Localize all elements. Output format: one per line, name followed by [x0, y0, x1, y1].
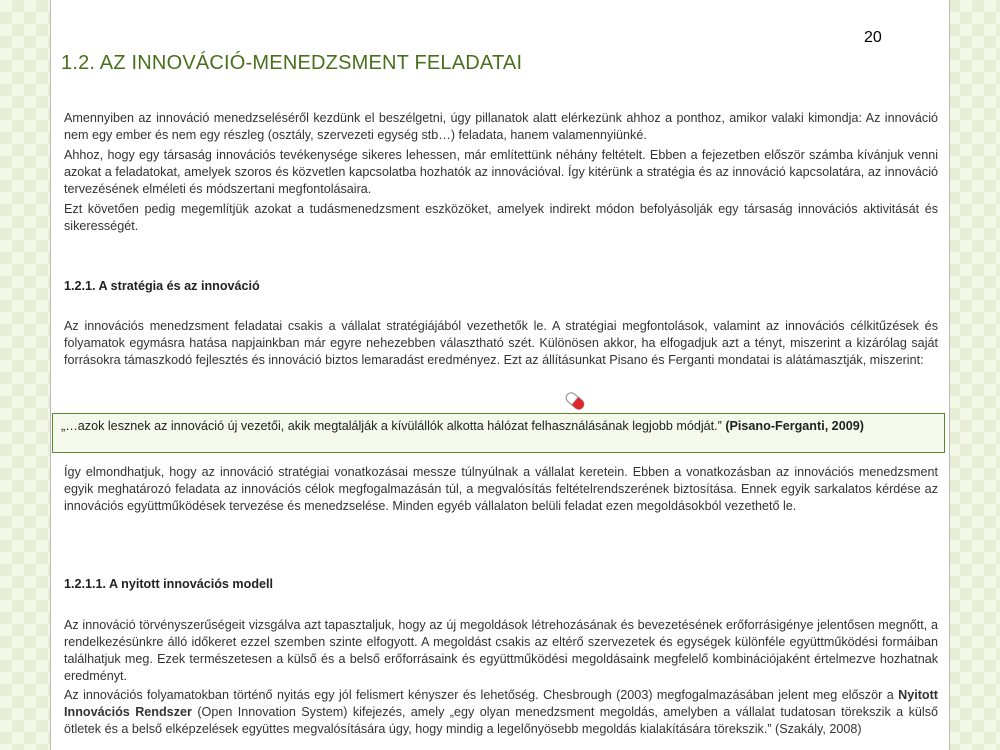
section-heading-open-innovation: 1.2.1.1. A nyitott innovációs modell: [64, 577, 274, 591]
strategy-paragraph-after-quote: Így elmondhatjuk, hogy az innováció stratégiai vonatkozásai messze túlnyúlnak a vállalat keretein. Ebben a vonatkozásban az innovációs menedzsment egyik meghatározó feladata az innovációs célok megfogalmazásán túl, a megvalósítás feltételrendszerének biztosítása. Ennek egyik sarkalatos kérdése az innovációs együttműködések tervezése és menedzselése. Minden egyéb vállalaton belüli feladat ezen megoldásokból vezethető le.: [64, 465, 938, 513]
quote-text: „…azok lesznek az innováció új vezetői, akik megtalálják a kívülállók alkotta hálózat felhasználásának legjobb módját.”: [61, 419, 726, 433]
quote-box: [52, 413, 945, 453]
intro-paragraph-2: Ahhoz, hogy egy társaság innovációs tevékenysége sikeres lehessen, már említettünk néhány feltételt. Ebben a fejezetben először számba kívánjuk venni azokat a feladatokat, amelyek szoros és közvetlen kapcsolatba hozhatók az innovációval. Így kitérünk a stratégia és az innováció kapcsolatára, az innováció tervezésének elméleti és módszertani megfontolásaira.: [64, 148, 938, 196]
page-number: 20: [864, 29, 882, 46]
open-innovation-term: Nyitott Innovációs Rendszer: [64, 688, 938, 719]
paragraph-2-end: (Open Innovation System) kifejezés, amely „egy olyan menedzsment megoldás, amelyben a vállalat tudatosan törekszik a külső ötletek és a belső elképzelések együttes megvalósítására úgy, hogy mindig a legelőnyösebb megoldás kialakítására törekszik.” (Szakály, 2008): [64, 705, 938, 736]
pill-icon: [563, 389, 587, 413]
paragraph-2-start: Az innovációs folyamatokban történő nyitás egy jól felismert kényszer és lehetőség. Chesbrough (2003) megfogalmazásában jelent meg először a: [64, 688, 899, 702]
section-heading-strategy: 1.2.1. A stratégia és az innováció: [64, 279, 260, 293]
strategy-paragraph: Az innovációs menedzsment feladatai csakis a vállalat stratégiájából vezethetők le. A stratégiai megfontolások, valamint az innovációs célkitűzések és folyamatok egymásra hatása napjainkban már egyre nehezebben választható szét. Különösen akkor, ha elfogadjuk azt a tényt, miszerint a kizárólag saját forrásokra támaszkodó fejlesztés és innováció biztos lemaradást eredményez. Ezt az állításunkat Pisano és Ferganti mondatai is alátámasztják, miszerint:: [64, 319, 938, 367]
document-page: [50, 0, 950, 750]
open-innovation-paragraph-2: [64, 687, 938, 738]
chapter-title: 1.2. AZ INNOVÁCIÓ-MENEDZSMENT FELADATAI: [61, 52, 523, 74]
quote-source: (Pisano-Ferganti, 2009): [725, 419, 864, 433]
open-innovation-paragraph-1: Az innováció törvényszerűségeit vizsgálva azt tapasztaljuk, hogy az új megoldások létrehozásának és bevezetésének erőforrásigénye jelentősen megnőtt, a rendelkezésünkre álló időkeret ezzel szemben szinte elfogyott. A megoldást csakis az eltérő szervezetek és egységek különféle együttműködési formáiban találhatjuk meg. Ezek természetesen a külső és a belső erőforrásaink és együttműködési megoldásaink megfelelő kombinációjaként értelmezve hozhatnak eredményt.: [64, 618, 938, 683]
intro-paragraph-3: Ezt követően pedig megemlítjük azokat a tudásmenedzsment eszközöket, amelyek indirekt módon befolyásolják egy társaság innovációs aktivitását és sikerességét.: [64, 202, 938, 233]
intro-paragraph-1: Amennyiben az innováció menedzseléséről kezdünk el beszélgetni, úgy pillanatok alatt elérkezünk ahhoz a ponthoz, amikor valaki kimondja: Az innováció nem egy ember és nem egy részleg (osztály, szervezeti egység stb…) feladata, hanem valamennyiünké.: [64, 111, 938, 142]
